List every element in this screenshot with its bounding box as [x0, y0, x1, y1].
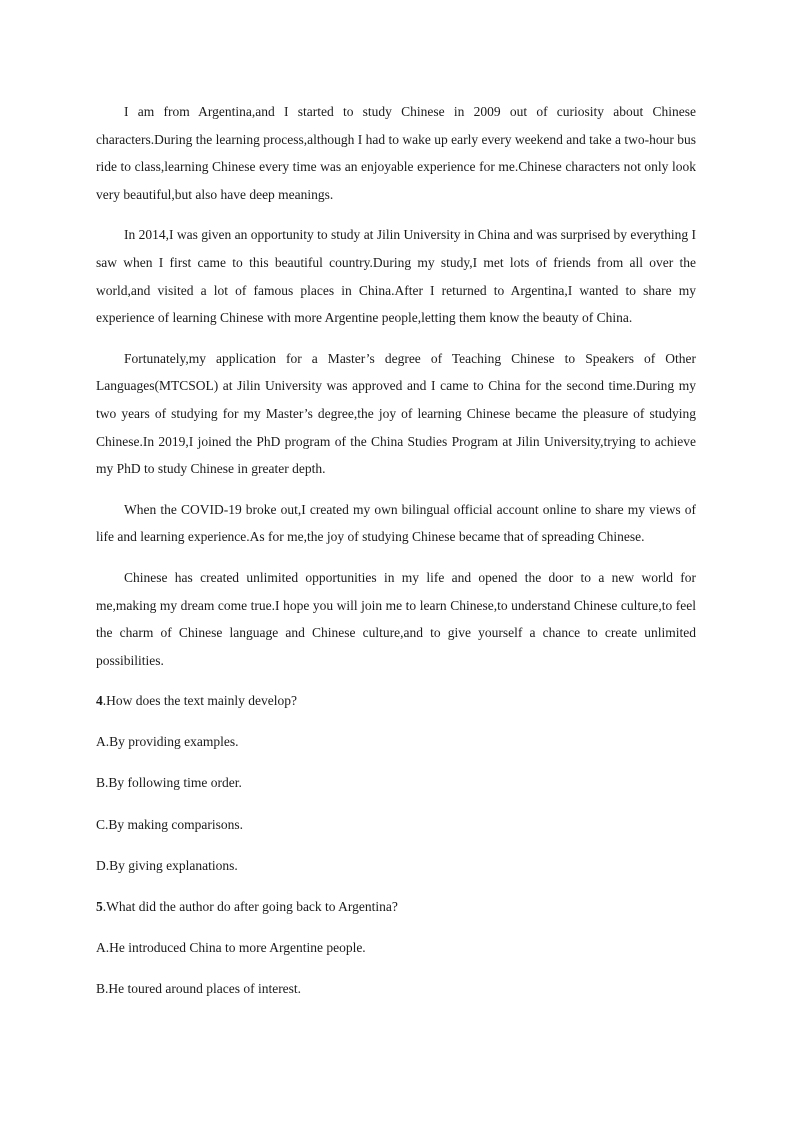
- passage-paragraph-5: Chinese has created unlimited opportunities in my life and opened the door to a new world for me,making my dream come true.I hope you will join me to learn Chinese,to understand Chinese culture,to feel the charm of Chinese language and Chinese culture,and to give yourself a chance to create unlimited possibilities.: [96, 569, 696, 668]
- question-text: .How does the text mainly develop?: [102, 693, 297, 709]
- passage-paragraph-3: Fortunately,my application for a Master’s degree of Teaching Chinese to Speakers of Other Languages(MTCSOL) at Jilin University was approved and I came to China for the second time.During my two years of studying for my Master’s degree,the joy of learning Chinese became the pleasure of studying Chinese.In 2019,I joined the PhD program of the China Studies Program at Jilin University,trying to achieve my PhD to study Chinese in greater depth.: [96, 350, 696, 477]
- question-number: 5: [96, 898, 103, 914]
- question-number: 4: [96, 693, 103, 709]
- question-stem: [96, 687, 696, 715]
- passage-paragraph-2: In 2014,I was given an opportunity to study at Jilin University in China and was surprised by everything I saw when I first came to this beautiful country.During my study,I met lots of friends from all over the world,and visited a lot of famous places in China.After I returned to Argentina,I wanted to share my experience of learning Chinese with more Argentine people,letting them know the beauty of China.: [96, 227, 696, 326]
- question-text: .What did the author do after going back to Argentina?: [102, 898, 398, 914]
- question-5: [96, 893, 696, 1003]
- option-b: B.By following time order.: [96, 775, 242, 791]
- passage-paragraph-1: I am from Argentina,and I started to study Chinese in 2009 out of curiosity about Chinese characters.During the learning process,although I had to wake up early every weekend and take a two-hour bus ride to class,learning Chinese every time was an enjoyable experience for me.Chinese characters not only look very beautiful,but also have deep meanings.: [96, 104, 696, 202]
- passage-paragraph-4: When the COVID-19 broke out,I created my own bilingual official account online to share my views of life and learning experience.As for me,the joy of studying Chinese became that of spreading Chinese.: [96, 501, 696, 545]
- option-b: B.He toured around places of interest.: [96, 980, 302, 996]
- option-d: D.By giving explanations.: [96, 857, 238, 873]
- document-page: [96, 98, 696, 1016]
- question-stem: [96, 893, 696, 921]
- reading-passage: [96, 98, 696, 674]
- question-4: [96, 687, 696, 879]
- option-c: C.By making comparisons.: [96, 816, 243, 832]
- option-a: A.By providing examples.: [96, 734, 239, 750]
- option-a: A.He introduced China to more Argentine people.: [96, 939, 366, 955]
